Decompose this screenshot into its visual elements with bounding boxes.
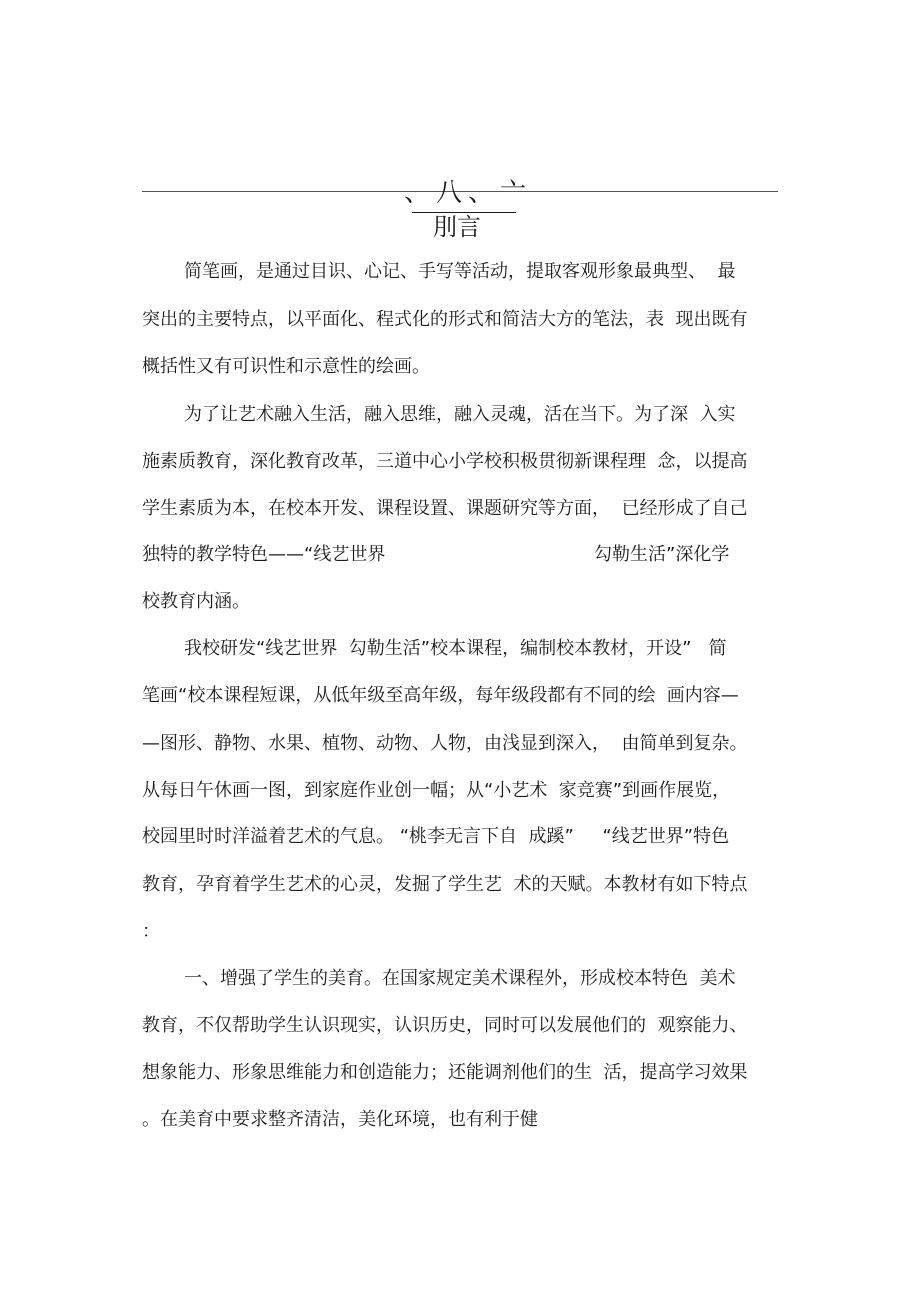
text-line: 校教育内涵。: [142, 591, 250, 612]
text-line: 学生素质为本，在校本开发、课程设置、课题研究等方面， 已经形成了自己: [142, 498, 748, 519]
text-line: 我校研发“线艺世界 勾勒生活”校本课程，编制校本教材，开设” 简: [184, 638, 727, 659]
text-line: 教育，不仅帮助学生认识现实，认识历史，同时可以发展他们的 观察能力、: [142, 1015, 748, 1036]
text-line: 施素质教育，深化教育改革，三道中心小学校积极贯彻新课程理 念，以提高: [142, 451, 748, 472]
text-line: 独特的教学特色——“线艺世界: [142, 544, 386, 565]
text-line: 为了让艺术融入生活，融入思维，融入灵魂，活在当下。为了深 入实: [184, 404, 736, 425]
page-title: 刖言: [433, 213, 481, 241]
text-line: 从每日午休画一图，到家庭作业创一幅；从“小艺术 家竞赛”到画作展览，: [142, 780, 731, 801]
text-line: 校园里时时洋溢着艺术的气息。 “桃李无言下自 成蹊” “线艺世界”特色: [142, 826, 730, 847]
text-line: 一、增强了学生的美育。在国家规定美术课程外，形成校本特色 美术: [184, 968, 736, 989]
text-line: 笔画“校本课程短课，从低年级至高年级，每年级段都有不同的绘 画内容—: [142, 685, 739, 706]
text-line: ：: [142, 921, 160, 942]
text-line: 。在美育中要求整齐清洁，美化环境，也有利于健: [142, 1109, 538, 1130]
header-garbled-mark: 、八、亠: [404, 178, 533, 208]
text-line: 简笔画，是通过目识、心记、手写等活动，提取客观形象最典型、 最: [184, 261, 736, 282]
text-line: 想象能力、形象思维能力和创造能力；还能调剂他们的生 活，提高学习效果: [142, 1062, 748, 1083]
text-line: 勾勒生活”深化学: [594, 544, 730, 565]
text-line: 概括性又有可识性和示意性的绘画。: [142, 356, 430, 377]
text-line: 教育，孕育着学生艺术的心灵，发掘了学生艺 术的天赋。本教材有如下特点: [142, 874, 748, 895]
text-line: —图形、静物、水果、植物、动物、人物，由浅显到深入， 由简单到复杂。: [142, 733, 748, 754]
text-line: 突出的主要特点，以平面化、程式化的形式和简洁大方的笔法，表 现出既有: [142, 309, 748, 330]
